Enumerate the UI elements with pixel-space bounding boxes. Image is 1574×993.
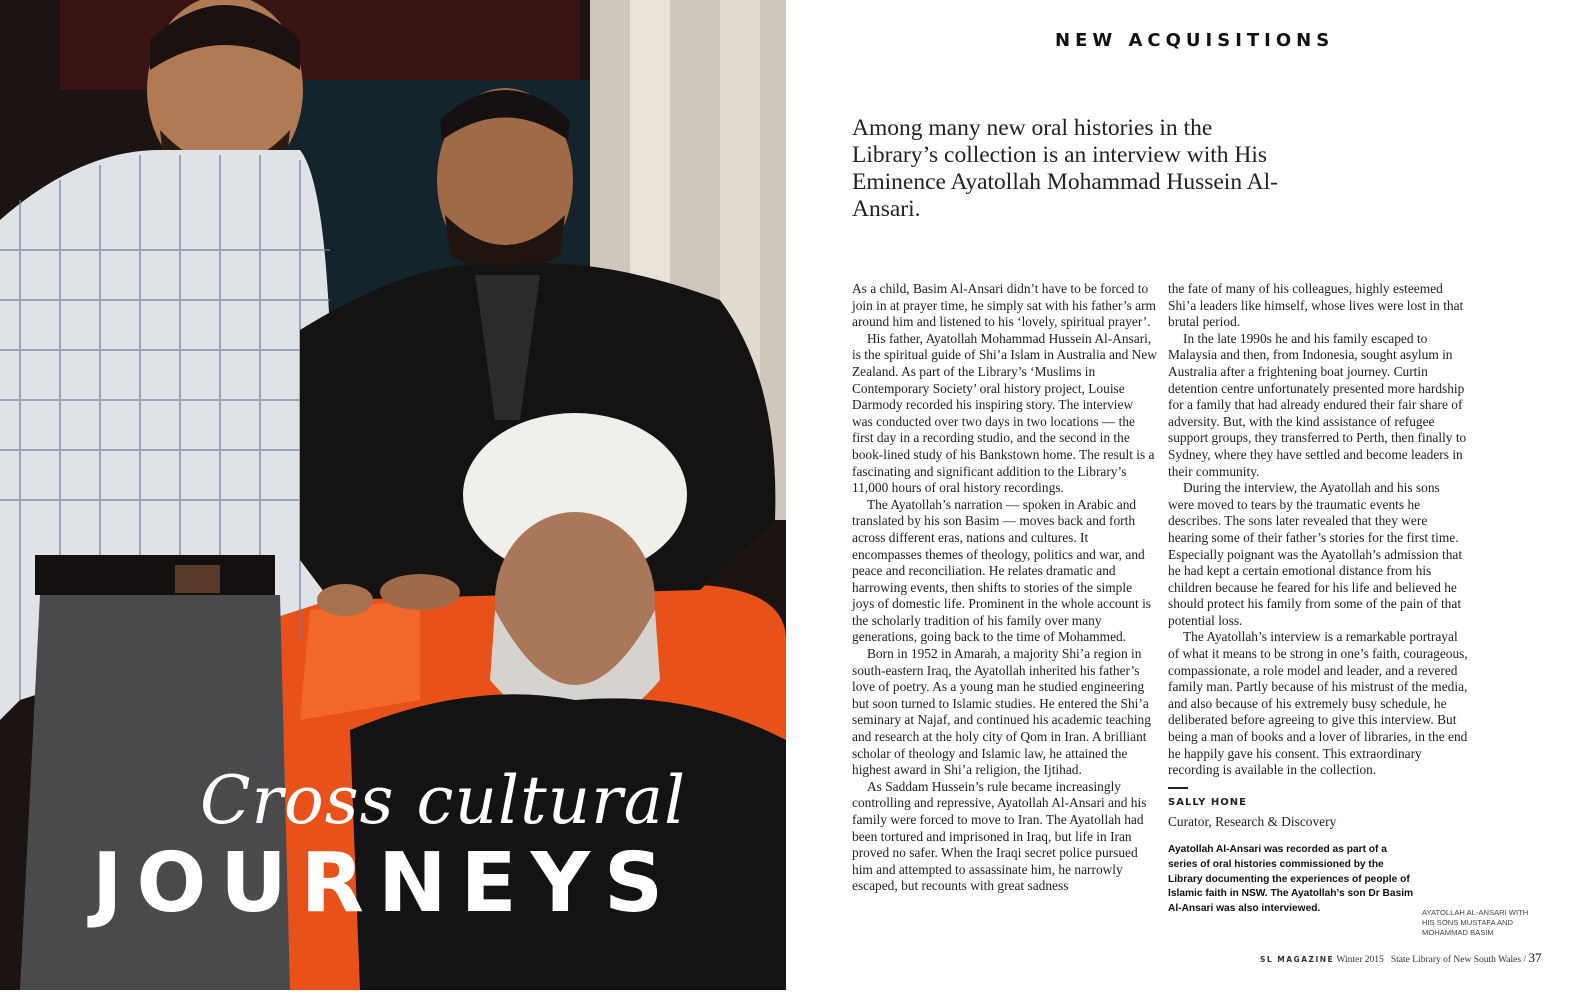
paragraph: His father, Ayatollah Mohammad Hussein Al-Ansari, is the spiritual guide of Shi’a Islam in Australia and New Zealand. As part of the Library’s ‘Muslims in Contemporary Society’ oral history project, Louise Darmody recorded his inspiring story. The interview was conducted over two days in two locations — the first day in a recording studio, and the second in the book-lined study of his Bankstown home. The result is a fascinating and significant addition to the Library’s 11,000 hours of oral history recordings. xyxy=(852,330,1157,496)
standfirst: Among many new oral histories in the Library’s collection is an interview with His Eminence Ayatollah Mohammad Hussein Al-Ansari. xyxy=(852,115,1278,222)
paragraph: The Ayatollah’s narration — spoken in Arabic and translated by his son Basim — moves back and forth across different eras, nations and cultures. It encompasses themes of theology, politics and war, and peace and reconciliation. He relates dramatic and harrowing events, then shifts to stories of the simple joys of domestic life. Prominent in the whole account is the scholarly tradition of his family over many generations, going back to the time of Mohammed. xyxy=(852,496,1152,645)
article-note: Ayatollah Al-Ansari was recorded as part of a series of oral histories commissioned by the Library documenting the experiences of people of Islamic faith in NSW. The Ayatollah’s son Dr Basim Al-Ansari was also interviewed. xyxy=(1168,844,1414,915)
footer-publisher: State Library of New South Wales xyxy=(1390,955,1522,965)
cover-photo xyxy=(0,0,786,990)
paragraph: As a child, Basim Al-Ansari didn’t have to be forced to join in at prayer time, he simply sat with his father’s arm around him and listened to his ‘lovely, spiritual prayer’. xyxy=(852,281,1156,330)
author-rule xyxy=(1168,787,1188,789)
footer-magazine: SL MAGAZINE xyxy=(1260,955,1335,964)
article-column-1 xyxy=(852,281,1157,895)
page-footer xyxy=(1260,950,1541,966)
paragraph: Born in 1952 in Amarah, a majority Shi’a region in south-eastern Iraq, the Ayatollah inherited his father’s love of poetry. As a young man he studied engineering but soon turned to Islamic studies. He entered the Shi’a seminary at Najaf, and continued his academic teaching and research at the holy city of Qom in Iran. A brilliant scholar of theology and Islamic law, he attained the highest award in Shi’a religion, the Ijtihad. xyxy=(852,646,1151,778)
article-column-2 xyxy=(1168,281,1468,917)
headline-caps: JOURNEYS xyxy=(92,836,678,931)
paragraph: During the interview, the Ayatollah and his sons were moved to tears by the traumatic events he describes. The sons later revealed that they were hearing some of their father’s stories for the first time. Especially poignant was the Ayatollah’s admission that he had kept a certain emotional distance from his children because he feared for his life and believed he should protect his family from some of the pain of that potential loss. xyxy=(1168,480,1463,628)
section-label: NEW ACQUISITIONS xyxy=(1055,30,1335,51)
paragraph: In the late 1990s he and his family escaped to Malaysia and then, from Indonesia, sought asylum in Australia after a frightening boat journey. Curtin detention centre unfortunately presented more hardship for a family that had already endured their fair share of adversity. But, with the kind assistance of refugee support groups, they transferred to Perth, then finally to Sydney, where they have settled and become leaders in their community. xyxy=(1168,330,1467,479)
footer-separator: / xyxy=(1523,955,1527,965)
paragraph: the fate of many of his colleagues, highly esteemed Shi’a leaders like himself, whose lives were lost in that brutal period. xyxy=(1168,281,1464,330)
paragraph: As Saddam Hussein’s rule became increasingly controlling and repressive, Ayatollah Al-Ansari and his family were forced to move to Iran. The Ayatollah had been tortured and imprisoned in Iraq, but life in Iran proved no safer. When the Iraqi secret police pursued him and attempted to assassinate him, he narrowly escaped, but recounts with great sadness xyxy=(852,778,1147,894)
photo-caption: AYATOLLAH AL-ANSARI WITH HIS SONS MUSTAFA AND MOHAMMAD BASIM xyxy=(1422,908,1529,937)
page-number: 37 xyxy=(1528,950,1542,965)
paragraph: The Ayatollah’s interview is a remarkable portrayal of what it means to be strong in one’s faith, courageous, compassionate, a role model and leader, and a revered family man. Partly because of his mistrust of the media, and also because of his extremely busy schedule, he deliberated before agreeing to give this interview. But being a man of books and a lover of libraries, in the end he happily gave his consent. This extraordinary recording is available in the collection. xyxy=(1168,629,1468,778)
author-role: Curator, Research & Discovery xyxy=(1168,814,1337,830)
headline-script: Cross cultural xyxy=(200,762,687,839)
author-name: SALLY HONE xyxy=(1168,796,1247,808)
footer-issue: Winter 2015 xyxy=(1336,955,1384,965)
